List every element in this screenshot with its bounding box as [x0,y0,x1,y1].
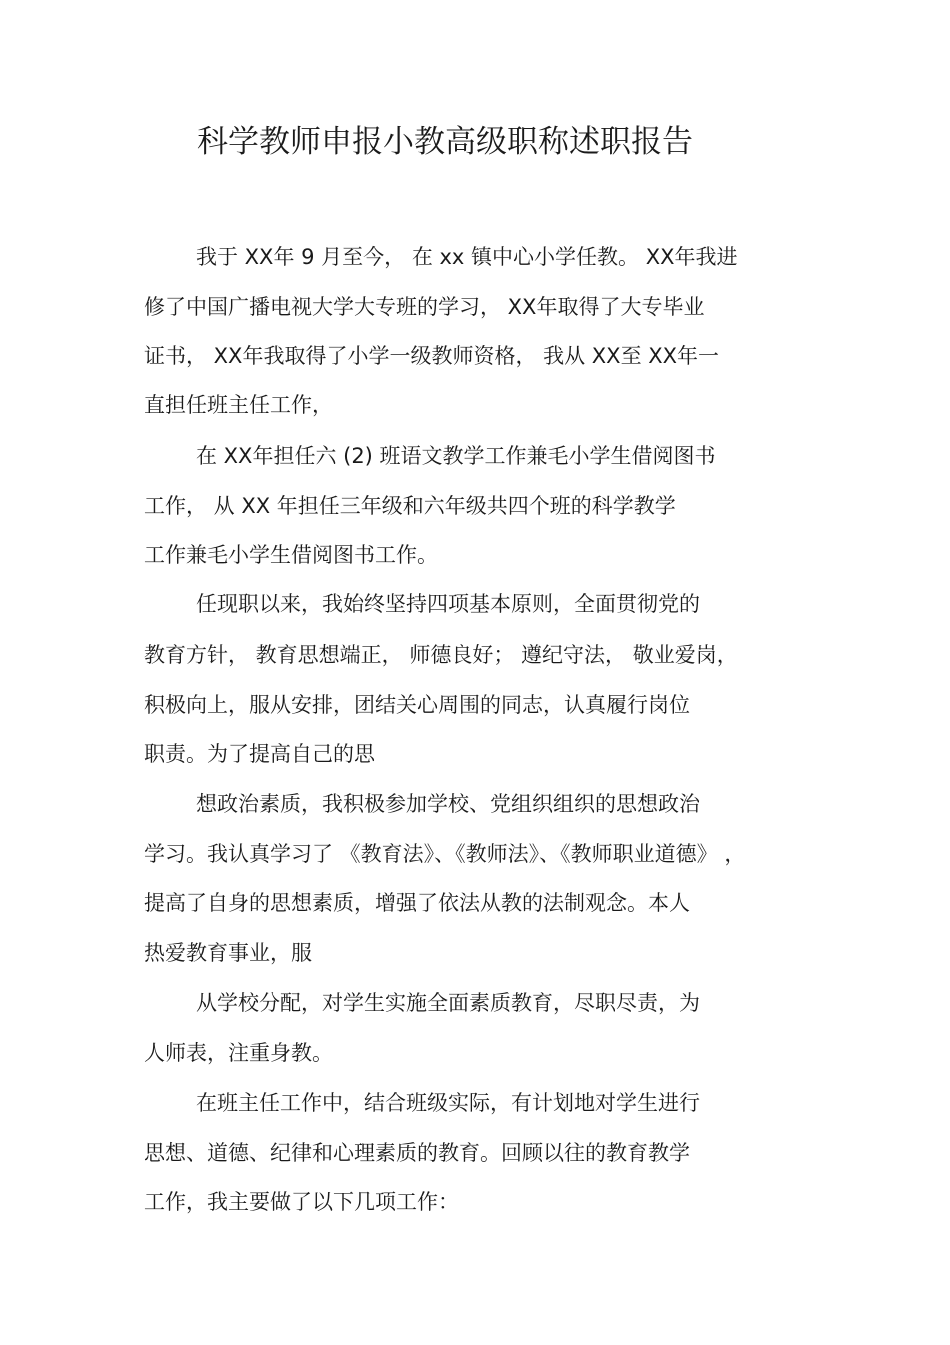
body-line: 职责。为了提高自己的思 [144,742,375,766]
body-line: 在班主任工作中，结合班级实际，有计划地对学生进行 [196,1091,700,1115]
body-line: 工作兼毛小学生借阅图书工作。 [144,543,438,567]
body-line: 任现职以来，我始终坚持四项基本原则，全面贯彻党的 [196,592,700,616]
body-line: 直担任班主任工作， [144,393,333,417]
document-title: 科学教师申报小教高级职称述职报告 [197,124,693,160]
body-line: 学习。我认真学习了 《教育法》、《教师法》、《教师职业道德》 ， [144,842,746,866]
body-line: 在 XX年担任六 (2) 班语文教学工作兼毛小学生借阅图书 [196,444,716,468]
body-line: 教育方针， 教育思想端正， 师德良好； 遵纪守法， 敬业爱岗， [144,643,738,667]
body-line: 积极向上，服从安排，团结关心周围的同志，认真履行岗位 [144,693,690,717]
body-line: 工作，我主要做了以下几项工作： [144,1190,459,1214]
body-line: 我于 XX年 9 月至今， 在 xx 镇中心小学任教。 XX年我进 [196,245,738,269]
body-line: 从学校分配，对学生实施全面素质教育，尽职尽责，为 [196,991,700,1015]
body-line: 人师表，注重身教。 [144,1041,333,1065]
body-line: 提高了自身的思想素质，增强了依法从教的法制观念。本人 [144,891,690,915]
body-line: 证书， XX年我取得了小学一级教师资格， 我从 XX至 XX年一 [144,344,720,368]
body-line: 工作， 从 XX 年担任三年级和六年级共四个班的科学教学 [144,494,676,518]
body-line: 修了中国广播电视大学大专班的学习， XX年取得了大专毕业 [144,295,705,319]
body-line: 热爱教育事业，服 [144,941,312,965]
body-line: 思想、道德、纪律和心理素质的教育。回顾以往的教育教学 [144,1141,690,1165]
body-line: 想政治素质，我积极参加学校、党组织组织的思想政治 [196,792,700,816]
